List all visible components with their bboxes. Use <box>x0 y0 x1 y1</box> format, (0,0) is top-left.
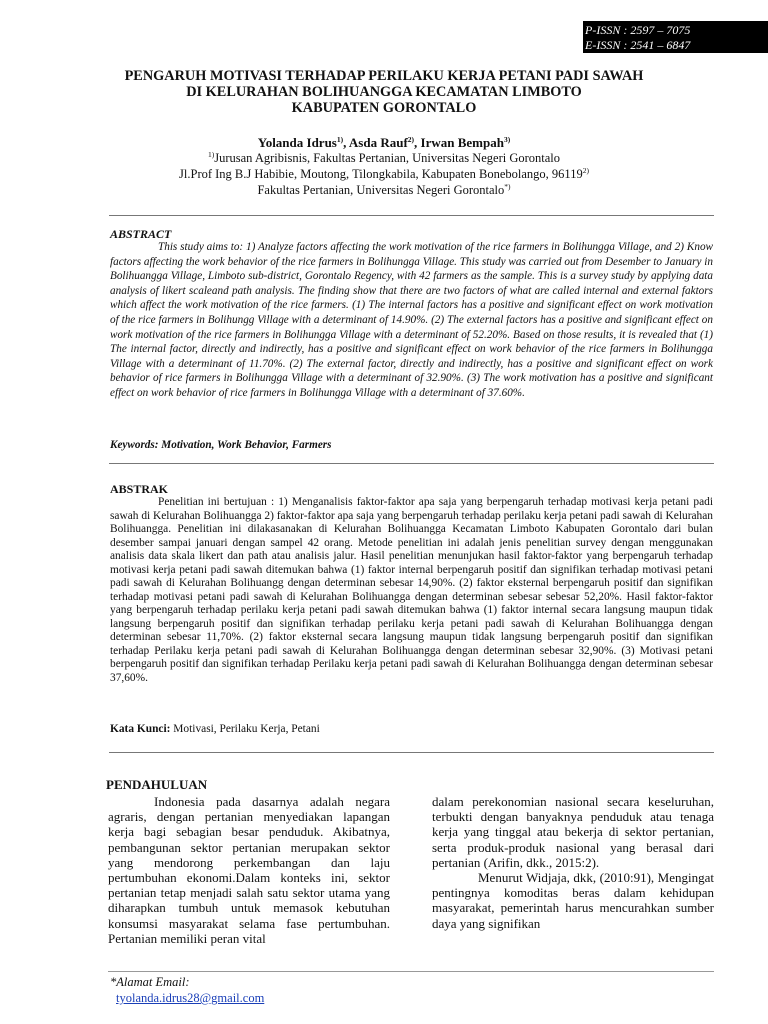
affiliation-2-mark: 2) <box>582 166 589 175</box>
affiliation-2 <box>0 166 768 182</box>
author-1: Yolanda Idrus <box>257 135 337 150</box>
abstrak-keywords-label: Kata Kunci: <box>110 723 171 735</box>
affiliation-3-mark: *) <box>504 182 511 191</box>
affiliation-1-text: Jurusan Agribisnis, Fakultas Pertanian, Universitas Negeri Gorontalo <box>214 151 561 165</box>
intro-paragraph-1-cont: dalam perekonomian nasional secara keseluruhan, terbukti dengan banyaknya penduduk atau tenaga kerja yang tinggal atau bekerja di sektor pertanian, serta produk-produk nasional yang berasal dari pertanian (Arifin, dkk., 2015:2). <box>432 794 714 870</box>
right-column <box>432 794 714 931</box>
intro-paragraph-2: Menurut Widjaja, dkk, (2010:91), Mengingat pentingnya komoditas beras dalam kehidupan masyarakat, pemerintah harus mencurahkan sumber daya yang signifikan <box>432 870 714 931</box>
abstract-text: This study aims to: 1) Analyze factors affecting the work motivation of the rice farmers in Bolihungga Village, and 2) Know factors affecting the work behavior of the rice farmers in Bolihungga Village. This study was carried out from Desember to January in Bolihuangga Village, Limboto sub-district, Gorontalo Regency, with 42 farmers as the sample. This is a survey study by applying data analysis of likert scaleand path analysis. The finding show that there are two factors of what are called internal and external faktors which affect the work motivation of the rice farmers. (1) The internal factors has a positive and significant effect on work motivation of the rice farmers in Bolihungg Village with a determinant of 14.90%. (2) The external factors has a positive and significant effect on work motivation of the rice farmers in Bolihungga Village with a determinant of 52.20%. Based on those results, it is revealed that (1) The internal factor, directly and indirectly, has a positive and significant effect on work behavior of the rice farmers in Bolihungga Village with a determinant of 11.70%. (2) The external factor, directly and indirectly, has a positive and significant effect on work behavior of rice farmers in Bolihungga Village with a determinant of 32.90%. (3) The work motivation has a positive and significant effect on work behavior of rice farmers in Bolihungga Village with a determinant of 37.60%. <box>110 241 713 399</box>
abstrak-bottom-rule <box>109 752 714 753</box>
abstract-heading: ABSTRACT <box>110 227 172 241</box>
intro-paragraph-1: Indonesia pada dasarnya adalah negara agraris, dengan pertanian menyediakan lapangan kerja bagi sebagian besar penduduk. Akibatnya, pembangunan sektor pertanian merupakan sektor yang mendorong perkembangan dan laju pertumbuhan ekonomi.Dalam konteks ini, sektor pertanian tetap menjadi salah satu sektor utama yang diharapkan tumbuh untuk memasok kebutuhan konsumsi masyarakat selama fase pertumbuhan. Pertanian memiliki peran vital <box>108 794 390 946</box>
footnote-rule <box>108 971 714 972</box>
author-list: Yolanda Idrus$^{1)}$, Asda Rauf$^{2)}$, Irwan Bempah$^{3)}$ <box>257 135 511 150</box>
electronic-issn: E-ISSN : 2541 – 6847 <box>585 38 691 52</box>
title-line-2: DI KELURAHAN BOLIHUANGGA KECAMATAN LIMBOTO <box>186 84 582 100</box>
affiliation-2-text: Jl.Prof Ing B.J Habibie, Moutong, Tilongkabila, Kabupaten Bonebolango, 96119 <box>179 167 583 181</box>
abstrak-heading: ABSTRAK <box>110 482 169 496</box>
author-2: Asda Rauf <box>348 135 408 150</box>
author-2-mark: 2) <box>407 135 415 144</box>
author-email-link[interactable]: tyolanda.idrus28@gmail.com <box>116 991 265 1005</box>
title-line-1: PENGARUH MOTIVASI TERHADAP PERILAKU KERJA PETANI PADI SAWAH <box>124 68 644 84</box>
paper-title <box>90 68 678 116</box>
affiliation-1-mark: 1) <box>207 150 215 159</box>
abstrak-keywords <box>110 723 320 735</box>
abstract-divider <box>109 463 714 464</box>
author-1-mark: 1) <box>336 135 344 144</box>
affiliation-1 <box>0 150 768 166</box>
footnote-email-label: *Alamat Email: <box>110 975 190 989</box>
title-line-3: KABUPATEN GORONTALO <box>291 100 477 116</box>
abstract-top-rule <box>109 215 714 216</box>
author-3-mark: 3) <box>503 135 511 144</box>
section-heading-pendahuluan: PENDAHULUAN <box>106 777 208 792</box>
abstrak-keywords-text: Motivasi, Perilaku Kerja, Petani <box>170 723 320 735</box>
affiliation-3 <box>0 182 768 198</box>
affiliations <box>0 150 768 198</box>
author-3: Irwan Bempah <box>420 135 504 150</box>
left-column <box>108 794 390 946</box>
print-issn: P-ISSN : 2597 – 7075 <box>585 23 691 37</box>
abstrak-text: Penelitian ini bertujuan : 1) Menganalisis faktor-faktor apa saja yang berpengaruh terhadap motivasi kerja petani padi sawah di Kelurahan Bolihuangga 2) faktor-faktor apa saja yang berpengaruh terhadap perilaku kerja petani padi sawah di Kelurahan Bolihuangga. Penelitian ini dilakasanakan di Kelurahan Bolihuangga Kecamatan Limboto Kabupaten Gorontalo dari bulan desember sampai januari dengan sampel 42 orang. Metode penelitian ini adalah jenis penelitian survey dengan menggunakan analisis data skala likert dan path atau analisis jalur. Hasil penelitian menunjukan hasil faktor-faktor yang berpengaruh terhadap motivasi kerja petani padi sawah ditemukan bahwa (1) faktor internal berpengaruh positif dan signifikan terhadap motivasi petani padi sawah di Kelurahan Bolihuangg dengan determinan sebesar 14,90%. (2) faktor eksternal berpengaruh positif dan signifikan terhadap motivasi petani padi sawah di Kelurahan Bolihuangga dengan determinan sebesar sebesar 52,20%. Hasil faktor-faktor yang berpengaruh terhadap perilaku kerja petani padi sawah ditemukan bahwa (1) faktor internal secara langsung maupun tidak langsung berpengaruh positif dan signifikan terhadap perilaku kerja petani padi sawah di Kelurahan Bolihuangga dengan determinan sebesar 11,70%. (2) faktor eksternal secara langsung maupun tidak langsung berpengaruh positif dan signifikan terhadap Perilaku kerja petani padi sawah di Kelurahan Bolihuangga dengan determinan sebesar 32,90%. (3) Motivasi petani berpengaruh positif dan signifikan terhadap Perilaku kerja petani padi sawah di Kelurahan Bolihuangga dengan determinan sebesar 37,60%. <box>110 496 713 684</box>
abstract-keywords: Keywords: Motivation, Work Behavior, Farmers <box>110 439 332 451</box>
affiliation-3-text: Fakultas Pertanian, Universitas Negeri Gorontalo <box>257 183 505 197</box>
issn-box <box>583 21 768 53</box>
